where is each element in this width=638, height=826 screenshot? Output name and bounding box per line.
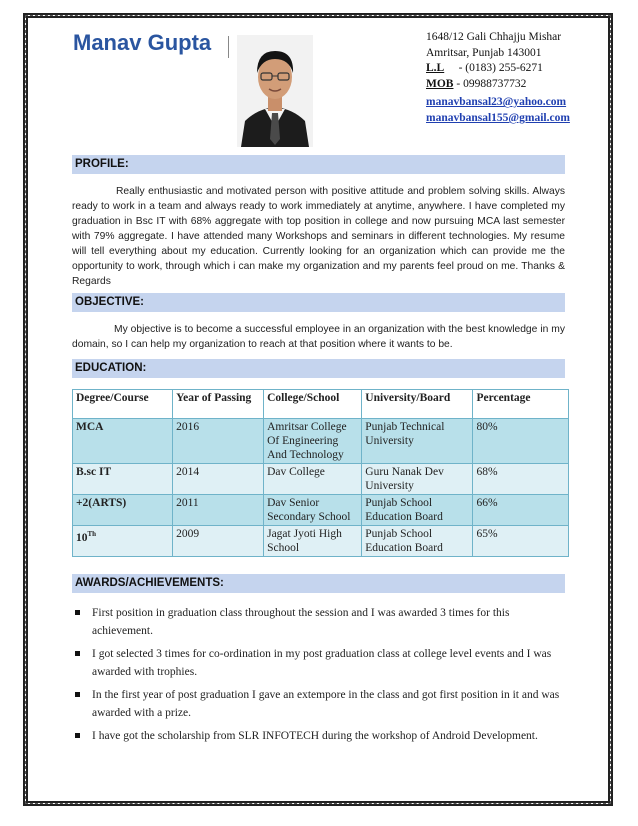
- education-heading: EDUCATION:: [72, 359, 565, 378]
- candidate-name: Manav Gupta: [73, 30, 212, 55]
- bullet-icon: [75, 692, 80, 697]
- bullet-icon: [75, 733, 80, 738]
- header-divider: [228, 36, 229, 58]
- university-cell: Guru Nanak Dev University: [362, 464, 473, 495]
- degree-cell: B.sc IT: [73, 464, 173, 495]
- award-text: I have got the scholarship from SLR INFOTECH during the workshop of Android Development.: [92, 730, 538, 742]
- email-link-2[interactable]: manavbansal155@gmail.com: [426, 111, 570, 124]
- table-header-row: [73, 390, 569, 419]
- year-cell: 2014: [173, 464, 264, 495]
- degree-superscript: Th: [87, 530, 97, 538]
- email-link-1[interactable]: manavbansal23@yahoo.com: [426, 96, 567, 109]
- mobile-label: MOB: [426, 77, 454, 90]
- university-cell: Punjab Technical University: [362, 419, 473, 464]
- contact-block: [426, 30, 601, 127]
- table-row: [73, 526, 569, 557]
- landline-row: [426, 61, 601, 77]
- address-line-2: Amritsar, Punjab 143001: [426, 46, 542, 59]
- percentage-cell: 80%: [473, 419, 569, 464]
- email-link-1-row: [426, 95, 601, 111]
- bullet-icon: [75, 610, 80, 615]
- landline-label: L.L: [426, 62, 445, 75]
- awards-list: [72, 604, 562, 750]
- award-text: First position in graduation class throughout the session and I was awarded 3 times for this achievement.: [92, 607, 510, 637]
- portrait-image: [237, 35, 313, 147]
- degree-cell: MCA: [73, 419, 173, 464]
- profile-text: Really enthusiastic and motivated person with positive attitude and problem solving skills. Always ready to work in a team and always ready to work immediately at anytime, anywhere. I have completed my graduation in Bsc IT with 68% aggregate with top position in college and now pursuing MCA last semester with 79% aggregate. I have attended many Workshops and seminars in different technologies. My resume will tell everything about my education. Currently looking for an organization which can provide me the opportunity to work, through which i can make my organization and my parents feel proud on me. Thanks & Regards: [72, 186, 565, 287]
- objective-heading: OBJECTIVE:: [72, 293, 565, 312]
- degree-cell: [73, 526, 173, 557]
- column-header: Percentage: [473, 390, 569, 419]
- list-item: [72, 604, 562, 640]
- university-cell: Punjab School Education Board: [362, 495, 473, 526]
- award-text: In the first year of post graduation I gave an extempore in the class and got first position in it and was awarded with a prize.: [92, 689, 560, 719]
- objective-text: My objective is to become a successful employee in an organization with the best knowledge in my domain, so I can help my organization to reach at that position where it wants to be.: [72, 324, 565, 350]
- percentage-cell: 66%: [473, 495, 569, 526]
- mobile-value: - 09988737732: [456, 77, 527, 90]
- profile-photo: [237, 35, 313, 147]
- column-header: College/School: [264, 390, 362, 419]
- percentage-cell: 68%: [473, 464, 569, 495]
- college-cell: Jagat Jyoti High School: [264, 526, 362, 557]
- column-header: University/Board: [362, 390, 473, 419]
- awards-heading: AWARDS/ACHIEVEMENTS:: [72, 574, 565, 593]
- list-item: [72, 727, 562, 745]
- mobile-row: [426, 77, 601, 93]
- percentage-cell: 65%: [473, 526, 569, 557]
- list-item: [72, 686, 562, 722]
- profile-heading: PROFILE:: [72, 155, 565, 174]
- year-cell: 2011: [173, 495, 264, 526]
- bullet-icon: [75, 651, 80, 656]
- university-cell: Punjab School Education Board: [362, 526, 473, 557]
- list-item: [72, 645, 562, 681]
- table-row: [73, 495, 569, 526]
- award-text: I got selected 3 times for co-ordination in my post graduation class at college level events and I was awarded with trophies.: [92, 648, 552, 678]
- college-cell: Dav Senior Secondary School: [264, 495, 362, 526]
- table-row: [73, 464, 569, 495]
- email-link-2-row: [426, 111, 601, 127]
- column-header: Degree/Course: [73, 390, 173, 419]
- landline-value: - (0183) 255-6271: [458, 62, 543, 75]
- year-cell: 2016: [173, 419, 264, 464]
- education-table: [72, 389, 569, 557]
- table-row: [73, 419, 569, 464]
- college-cell: Amritsar College Of Engineering And Technology: [264, 419, 362, 464]
- college-cell: Dav College: [264, 464, 362, 495]
- address-line-1: 1648/12 Gali Chhajju Mishar: [426, 31, 562, 43]
- column-header: Year of Passing: [173, 390, 264, 419]
- degree-cell: +2(ARTS): [73, 495, 173, 526]
- degree-text: 10: [76, 531, 88, 544]
- year-cell: 2009: [173, 526, 264, 557]
